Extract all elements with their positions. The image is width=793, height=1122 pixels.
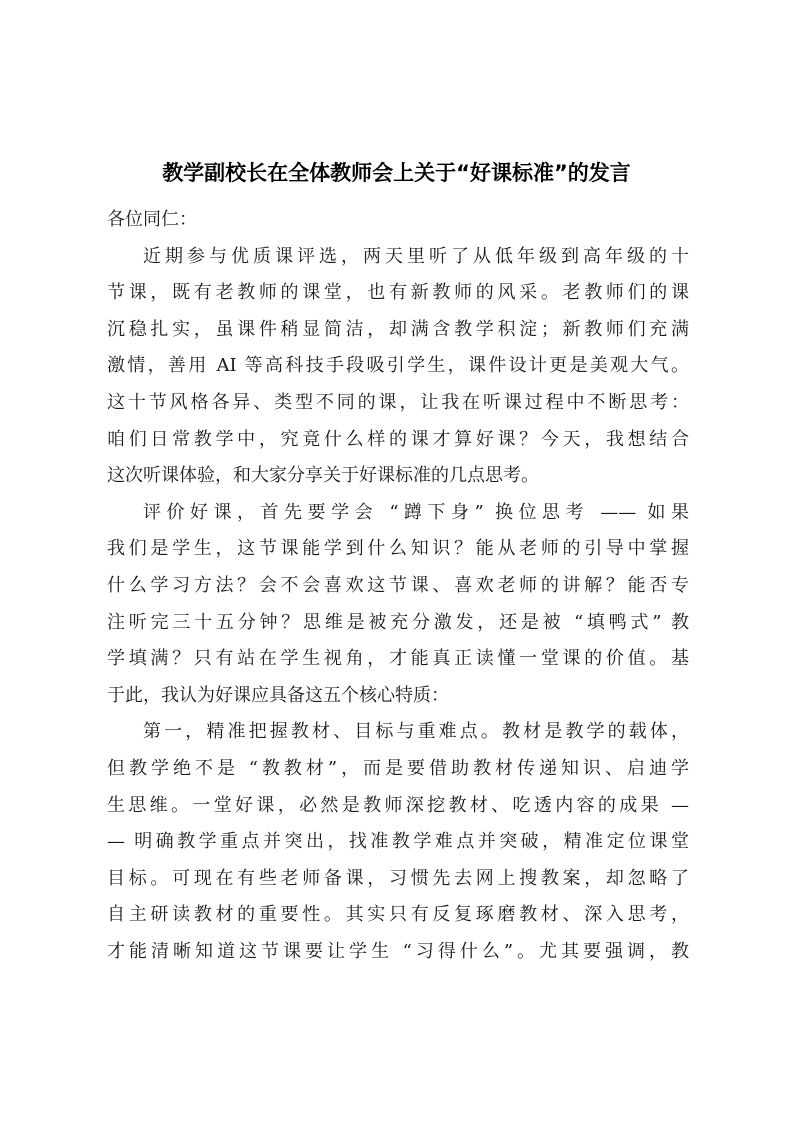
paragraph-3-line-2: 但教学绝不是 “教教材”，而是要借助教材传递知识、启迪学 [107, 757, 689, 779]
paragraph-3-line-1: 第一，精准把握教材、目标与重难点。教材是教学的载体， [143, 721, 689, 743]
paragraph-1-line-5: 这十节风格各异、类型不同的课，让我在听课过程中不断思考： [107, 391, 689, 413]
paragraph-2-line-3: 什么学习方法？会不会喜欢这节课、喜欢老师的讲解？能否专 [107, 574, 689, 596]
paragraph-3-line-6: 自主研读教材的重要性。其实只有反复琢磨教材、深入思考， [107, 904, 689, 926]
greeting: 各位同仁： [107, 209, 197, 230]
paragraph-2-line-1: 评价好课，首先要学会 “蹲下身” 换位思考 —— 如果 [143, 501, 689, 523]
paragraph-1-line-6: 咱们日常教学中，究竟什么样的课才算好课？今天，我想结合 [107, 428, 689, 450]
paragraph-3-line-5: 目标。可现在有些老师备课，习惯先去网上搜教案，却忽略了 [107, 867, 689, 889]
paragraph-1-line-1: 近期参与优质课评选，两天里听了从低年级到高年级的十 [143, 245, 689, 267]
paragraph-1-line-7: 这次听课体验，和大家分享关于好课标准的几点思考。 [107, 465, 539, 487]
paragraph-3-line-3: 生思维。一堂好课，必然是教师深挖教材、吃透内容的成果 — [107, 794, 689, 816]
paragraph-2-line-4: 注听完三十五分钟？思维是被充分激发，还是被 “填鸭式” 教 [107, 611, 689, 633]
document-body [107, 202, 689, 970]
paragraph-1-line-3: 沉稳扎实，虽课件稍显简洁，却满含教学积淀；新教师们充满 [107, 318, 689, 340]
paragraph-2-line-6: 于此，我认为好课应具备这五个核心特质： [107, 684, 449, 706]
paragraph-1-line-4: 激情，善用 AI 等高科技手段吸引学生，课件设计更是美观大气。 [107, 355, 689, 377]
paragraph-3-line-4: — 明确教学重点并突出，找准教学难点并突破，精准定位课堂 [107, 831, 689, 853]
document-title: 教学副校长在全体教师会上关于“好课标准”的发言 [162, 161, 631, 185]
paragraph-1-line-2: 节课，既有老教师的课堂，也有新教师的风采。老教师们的课 [107, 282, 689, 304]
paragraph-2-line-5: 学填满？只有站在学生视角，才能真正读懂一堂课的价值。基 [107, 648, 689, 670]
paragraph-3-line-7: 才能清晰知道这节课要让学生 “习得什么”。尤其要强调，教 [107, 940, 689, 962]
paragraph-2-line-2: 我们是学生，这节课能学到什么知识？能从老师的引导中掌握 [107, 538, 689, 560]
